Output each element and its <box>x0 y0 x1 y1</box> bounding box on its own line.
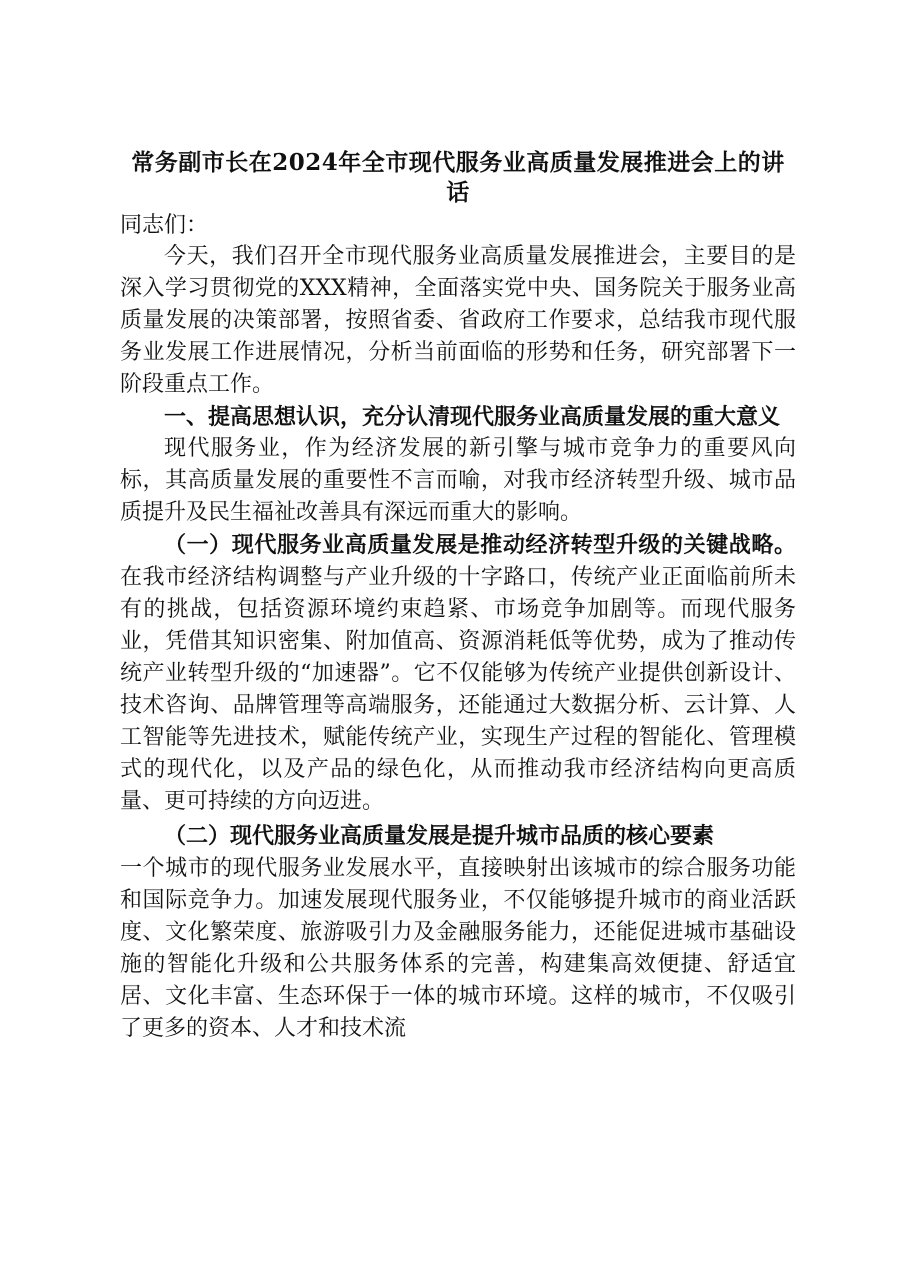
point-2-lead-paragraph <box>120 820 796 853</box>
section-heading-1: 一、提高思想认识，充分认清现代服务业高质量发展的重大意义 <box>164 404 781 430</box>
section-1-paragraph: 现代服务业，作为经济发展的新引擎与城市竞争力的重要风向标，其高质量发展的重要性不言而喻，对我市经济转型升级、城市品质提升及民生福祉改善具有深远而重大的影响。 <box>120 436 796 525</box>
document-page <box>120 148 796 1045</box>
point-2-body-paragraph: 一个城市的现代服务业发展水平，直接映射出该城市的综合服务功能和国际竞争力。加速发展现代服务业，不仅能够提升城市的商业活跃度、文化繁荣度、旅游吸引力及金融服务能力，还能促进城市基础设施的智能化升级和公共服务体系的完善，构建集高效便捷、舒适宜居、文化丰富、生态环保于一体的城市环境。这样的城市，不仅吸引了更多的资本、人才和技术流 <box>120 856 796 1041</box>
intro-paragraph: 今天，我们召开全市现代服务业高质量发展推进会，主要目的是深入学习贯彻党的XXX精神，全面落实党中央、国务院关于服务业高质量发展的决策部署，按照省委、省政府工作要求，总结我市现代服务业发展工作进展情况，分析当前面临的形势和任务，研究部署下一阶段重点工作。 <box>120 244 796 397</box>
document-title: 常务副市长在2024年全市现代服务业高质量发展推进会上的讲话 <box>131 149 785 206</box>
point-1-body: 在我市经济结构调整与产业升级的十字路口，传统产业正面临前所未有的挑战，包括资源环境约束趋紧、市场竞争加剧等。而现代服务业，凭借其知识密集、附加值高、资源消耗低等优势，成为了推动传统产业转型升级的“加速器”。它不仅能够为传统产业提供创新设计、技术咨询、品牌管理等高端服务，还能通过大数据分析、云计算、人工智能等先进技术，赋能传统产业，实现生产过程的智能化、管理模式的现代化，以及产品的绿色化，从而推动我市经济结构向更高质量、更可持续的方向迈进。 <box>120 565 796 814</box>
point-1-paragraph <box>120 529 796 818</box>
point-1-lead: （一）现代服务业高质量发展是推动经济转型升级的关键战略。 <box>164 532 796 558</box>
salutation: 同志们： <box>120 213 209 238</box>
point-2-lead: （二）现代服务业高质量发展是提升城市品质的核心要素 <box>164 823 715 849</box>
